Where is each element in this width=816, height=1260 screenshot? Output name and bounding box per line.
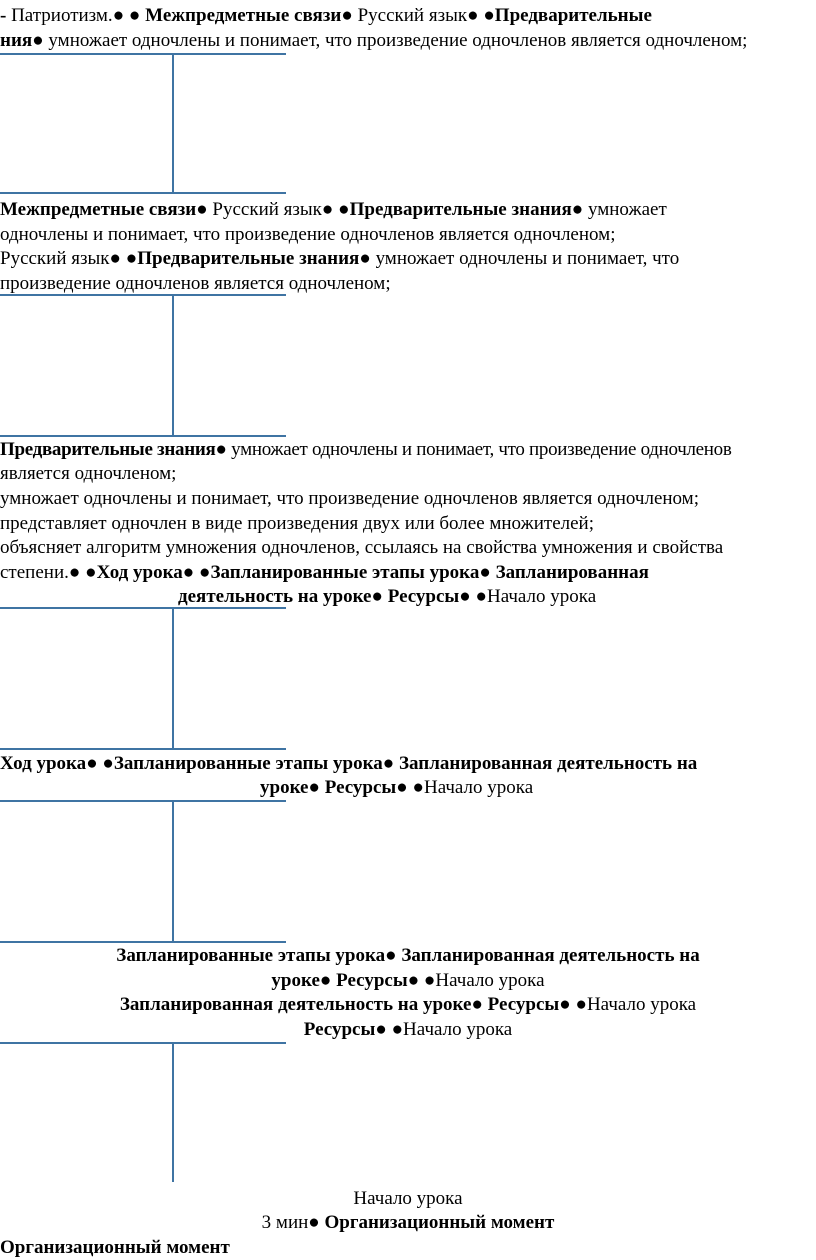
bullet-icon: ●: [571, 199, 584, 220]
text-line-14: Ход урока● ●Запланированные этапы урока● Запланированная деятельность на: [0, 753, 698, 774]
bullet-icon: ●: [68, 562, 81, 583]
text-line-8: является одночленом;: [0, 463, 177, 484]
bullet-icon: ●: [471, 994, 483, 1015]
text-line-4: одночлены и понимает, что произведение одночленов является одночленом;: [0, 224, 616, 245]
text-line-3: Межпредметные связи● Русский язык● ●Предварительные знания● умножает: [0, 199, 667, 220]
text-line-1: - Патриотизм.● ● Межпредметные связи● Русский язык● ●Предварительные: [0, 5, 652, 26]
bullet-icon: ●: [341, 5, 353, 26]
text-line-17: уроке● Ресурсы● ●Начало урока: [271, 970, 545, 991]
text-line-15: уроке● Ресурсы● ●Начало урока: [260, 777, 534, 798]
text-line-21: 3 мин● Организационный момент: [261, 1212, 555, 1233]
text-line-13: деятельность на уроке● Ресурсы● ●Начало урока: [178, 586, 597, 607]
bullet-icon: ●: [483, 5, 495, 26]
text-line-22: Организационный момент: [0, 1237, 230, 1258]
bullet-icon: ●: [423, 970, 436, 991]
bullet-icon: ●: [338, 199, 350, 220]
bullet-icon: ●: [407, 970, 420, 991]
bullet-icon: ●: [575, 994, 587, 1015]
text-line-9: умножает одночлены и понимает, что произведение одночленов является одночленом;: [0, 488, 699, 509]
bullet-icon: ●: [382, 753, 395, 774]
bullet-icon: ●: [215, 439, 227, 460]
bullet-icon: ●: [391, 1019, 404, 1040]
bullet-icon: ●: [475, 586, 487, 607]
dash: -: [0, 5, 7, 26]
bullet-icon: ●: [467, 5, 479, 26]
bullet-icon: ●: [308, 1212, 320, 1233]
bullet-icon: ●: [128, 5, 141, 26]
text-line-19: Ресурсы● ●Начало урока: [303, 1019, 513, 1040]
text-line-10: представляет одночлен в виде произведения двух или более множителей;: [0, 513, 594, 534]
text-line-12: степени.● ●Ход урока● ●Запланированные этапы урока● Запланированная: [0, 562, 649, 583]
bullet-icon: ●: [199, 562, 211, 583]
text-line-11: объясняет алгоритм умножения одночленов, ссылаясь на свойства умножения и свойства: [0, 537, 724, 558]
bullet-icon: ●: [396, 777, 408, 798]
bullet-icon: ●: [412, 777, 424, 798]
bullet-icon: ●: [102, 753, 114, 774]
bullet-icon: ●: [308, 777, 320, 798]
bullet-icon: ●: [182, 562, 195, 583]
bullet-icon: ●: [196, 199, 208, 220]
bullet-icon: ●: [385, 945, 397, 966]
bullet-icon: ●: [359, 248, 371, 269]
bullet-icon: ●: [32, 30, 44, 51]
bullet-icon: ●: [86, 753, 98, 774]
text-line-18: Запланированная деятельность на уроке● Ресурсы● ●Начало урока: [119, 994, 697, 1015]
bullet-icon: ●: [479, 562, 491, 583]
text-line-7: Предварительные знания● умножает одночлены и понимает, что произведение одночленов: [0, 439, 732, 460]
text-line-6: произведение одночленов является одночленом;: [0, 273, 391, 294]
text-line-5: Русский язык● ●Предварительные знания● умножает одночлены и понимает, что: [0, 248, 680, 269]
bullet-icon: ●: [559, 994, 571, 1015]
text-line-2: ния● умножает одночлены и понимает, что произведение одночленов является одночленом;: [0, 30, 748, 51]
bullet-icon: ●: [112, 5, 125, 26]
bullet-icon: ●: [371, 586, 383, 607]
bullet-icon: ●: [321, 199, 334, 220]
bullet-icon: ●: [109, 248, 121, 269]
bullet-icon: ●: [375, 1019, 387, 1040]
bullet-icon: ●: [85, 562, 97, 583]
bullet-icon: ●: [459, 586, 471, 607]
text-line-20: Начало урока: [353, 1188, 463, 1209]
bullet-icon: ●: [125, 248, 138, 269]
text-line-16: Запланированные этапы урока● Запланированная деятельность на: [116, 945, 700, 966]
bullet-icon: ●: [319, 970, 332, 991]
